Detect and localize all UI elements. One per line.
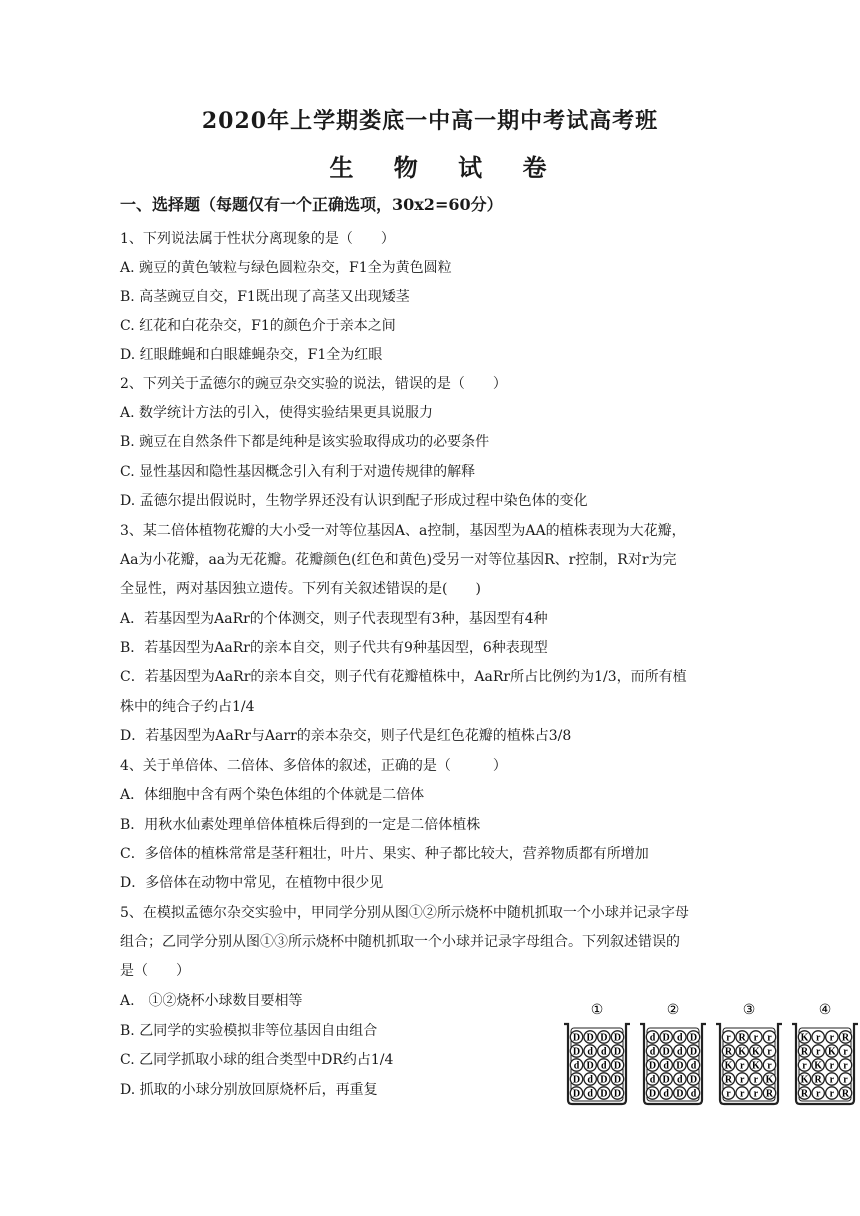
ball-letter: r: [753, 1074, 759, 1086]
ball-letter: K: [800, 1074, 809, 1086]
beaker-label: ②: [666, 1002, 680, 1018]
ball-letter: d: [649, 1074, 656, 1086]
ball-letter: D: [572, 1088, 581, 1100]
question-3-option-b: B．若基因型为AaRr的亲本自交，则子代共有9种基因型，6种表现型: [120, 640, 548, 656]
ball-letter: K: [751, 1046, 760, 1058]
ball-letter: R: [765, 1088, 774, 1100]
ball-letter: D: [572, 1032, 581, 1044]
question-2-stem: 2、下列关于孟德尔的豌豆杂交实验的说法，错误的是（ ）: [120, 376, 507, 392]
question-1-stem: 1、下列说法属于性状分离现象的是（ ）: [120, 231, 395, 247]
ball-letter: r: [829, 1074, 835, 1086]
ball-letter: r: [767, 1060, 772, 1072]
question-2-option-b: B. 豌豆在自然条件下都是纯种是该实验取得成功的必要条件: [120, 434, 490, 450]
question-3-option-a: A．若基因型为AaRr的个体测交，则子代表现型有3种，基因型有4种: [120, 611, 548, 627]
question-5-stem-line: 5、在模拟孟德尔杂交实验中，甲同学分别从图①②所示烧杯中随机抓取一个小球并记录字母: [120, 905, 689, 921]
ball-letter: R: [841, 1032, 850, 1044]
ball-letter: r: [726, 1032, 731, 1044]
question-4-stem: 4、关于单倍体、二倍体、多倍体的叙述，正确的是（ ）: [120, 758, 507, 774]
ball-letter: D: [676, 1060, 684, 1072]
ball-letter: D: [648, 1060, 657, 1072]
ball-letter: K: [724, 1060, 733, 1072]
ball-letter: D: [662, 1046, 670, 1058]
ball-letter: d: [663, 1088, 669, 1100]
question-5-stem-line: 是（ ）: [120, 963, 190, 979]
ball-letter: D: [586, 1060, 594, 1072]
ball-letter: D: [613, 1074, 622, 1086]
ball-letter: r: [739, 1074, 745, 1086]
question-1-option-c: C. 红花和白花杂交，F1的颜色介于亲本之间: [120, 318, 396, 334]
ball-letter: D: [662, 1032, 670, 1044]
ball-letter: r: [739, 1060, 745, 1072]
question-3-stem-line: Aa为小花瓣，aa为无花瓣。花瓣颜色(红色和黄色)受另一对等位基因R、r控制，R对r为完: [120, 552, 677, 568]
ball-letter: K: [751, 1060, 760, 1072]
ball-letter: r: [753, 1032, 759, 1044]
ball-letter: R: [738, 1032, 746, 1044]
ball-letter: r: [726, 1088, 731, 1100]
ball-letter: r: [843, 1046, 848, 1058]
ball-letter: D: [613, 1060, 622, 1072]
ball-letter: K: [800, 1032, 809, 1044]
ball-letter: d: [677, 1032, 683, 1044]
ball-letter: d: [601, 1046, 607, 1058]
question-1-option-d: D. 红眼雌蝇和白眼雄蝇杂交，F1全为红眼: [120, 347, 383, 363]
ball-letter: R: [800, 1046, 809, 1058]
ball-letter: r: [753, 1088, 759, 1100]
question-3-stem-line: 3、某二倍体植物花瓣的大小受一对等位基因A、a控制，基因型为AA的植株表现为大花瓣，: [120, 523, 686, 539]
ball-letter: d: [573, 1060, 580, 1072]
ball-letter: D: [613, 1032, 622, 1044]
ball-letter: r: [739, 1088, 745, 1100]
ball-letter: d: [649, 1046, 656, 1058]
ball-letter: D: [689, 1074, 698, 1086]
ball-letter: d: [601, 1060, 607, 1072]
ball-letter: d: [663, 1060, 669, 1072]
ball-letter: d: [677, 1046, 683, 1058]
ball-letter: D: [600, 1088, 608, 1100]
ball-letter: R: [724, 1074, 733, 1086]
ball-letter: r: [815, 1032, 821, 1044]
ball-letter: r: [815, 1046, 821, 1058]
question-5-option-a: A. ①②烧杯小球数目要相等: [120, 993, 303, 1009]
ball-letter: D: [613, 1046, 622, 1058]
ball-letter: r: [843, 1074, 848, 1086]
ball-letter: D: [572, 1074, 581, 1086]
ball-letter: R: [724, 1046, 733, 1058]
ball-letter: D: [600, 1032, 608, 1044]
question-4-option-b: B．用秋水仙素处理单倍体植株后得到的一定是二倍体植株: [120, 817, 481, 833]
beaker-4: [792, 1002, 858, 1104]
question-4-option-c: C．多倍体的植株常常是茎秆粗壮，叶片、果实、种子都比较大，营养物质都有所增加: [120, 846, 649, 862]
ball-letter: r: [829, 1032, 835, 1044]
ball-letter: d: [587, 1074, 593, 1086]
ball-letter: r: [829, 1060, 835, 1072]
section-heading-choice: 一、选择题（每题仅有一个正确选项，30x2=60分）: [120, 195, 503, 214]
beaker-label: ①: [590, 1002, 604, 1018]
beaker-2: [640, 1002, 706, 1104]
question-3-option-d: D．若基因型为AaRr与Aarr的亲本杂交，则子代是红色花瓣的植株占3/8: [120, 728, 572, 744]
ball-letter: r: [843, 1060, 848, 1072]
question-1-option-b: B. 高茎豌豆自交，F1既出现了高茎又出现矮茎: [120, 289, 410, 305]
question-5-option-c: C. 乙同学抓取小球的组合类型中DR约占1/4: [120, 1052, 394, 1068]
ball-letter: r: [829, 1088, 835, 1100]
ball-letter: K: [814, 1060, 823, 1072]
question-1-option-a: A. 豌豆的黄色皱粒与绿色圆粒杂交，F1全为黄色圆粒: [120, 260, 452, 276]
ball-letter: r: [802, 1060, 807, 1072]
ball-letter: D: [689, 1046, 698, 1058]
ball-letter: D: [572, 1046, 581, 1058]
ball-letter: R: [814, 1074, 822, 1086]
ball-letter: D: [586, 1032, 594, 1044]
question-2-option-c: C. 显性基因和隐性基因概念引入有利于对遗传规律的解释: [120, 464, 476, 480]
ball-letter: d: [677, 1074, 683, 1086]
ball-letter: D: [676, 1088, 684, 1100]
ball-letter: K: [765, 1074, 774, 1086]
ball-letter: r: [767, 1046, 772, 1058]
beaker-figure: [560, 1000, 860, 1110]
ball-letter: D: [648, 1088, 657, 1100]
ball-letter: K: [827, 1046, 836, 1058]
beaker-label: ③: [742, 1002, 756, 1018]
ball-letter: d: [649, 1032, 656, 1044]
ball-letter: R: [841, 1088, 850, 1100]
exam-title: 2020年上学期娄底一中高一期中考试高考班: [201, 108, 659, 134]
question-3-option-c-cont: 株中的纯合子约占1/4: [120, 699, 255, 715]
question-5-option-d: D. 抓取的小球分别放回原烧杯后，再重复: [120, 1082, 378, 1098]
ball-letter: r: [815, 1088, 821, 1100]
ball-letter: r: [767, 1032, 772, 1044]
ball-letter: D: [600, 1074, 608, 1086]
ball-letter: d: [587, 1046, 593, 1058]
ball-letter: d: [587, 1088, 593, 1100]
question-4-option-a: A．体细胞中含有两个染色体组的个体就是二倍体: [120, 787, 425, 803]
question-4-option-d: D．多倍体在动物中常见，在植物中很少见: [120, 875, 384, 891]
beaker-3: [716, 1002, 782, 1104]
question-3-stem-line: 全显性，两对基因独立遗传。下列有关叙述错误的是( ): [120, 581, 481, 597]
ball-letter: d: [690, 1060, 697, 1072]
ball-letter: D: [662, 1074, 670, 1086]
question-5-stem-line: 组合；乙同学分别从图①③所示烧杯中随机抓取一个小球并记录字母组合。下列叙述错误的: [120, 934, 680, 950]
question-2-option-d: D. 孟德尔提出假说时，生物学界还没有认识到配子形成过程中染色体的变化: [120, 493, 588, 509]
question-3-option-c: C．若基因型为AaRr的亲本自交，则子代有花瓣植株中，AaRr所占比例约为1/3，而所有植: [120, 669, 687, 685]
ball-letter: D: [689, 1032, 698, 1044]
ball-letter: R: [800, 1088, 809, 1100]
question-2-option-a: A. 数学统计方法的引入，使得实验结果更具说服力: [120, 405, 434, 421]
ball-letter: d: [690, 1088, 697, 1100]
ball-letter: D: [613, 1088, 622, 1100]
ball-letter: K: [738, 1046, 747, 1058]
beaker-1: [564, 1002, 630, 1104]
question-5-option-b: B. 乙同学的实验模拟非等位基因自由组合: [120, 1023, 378, 1039]
exam-subtitle: 生 物 试 卷: [329, 153, 563, 182]
beaker-label: ④: [818, 1002, 832, 1018]
